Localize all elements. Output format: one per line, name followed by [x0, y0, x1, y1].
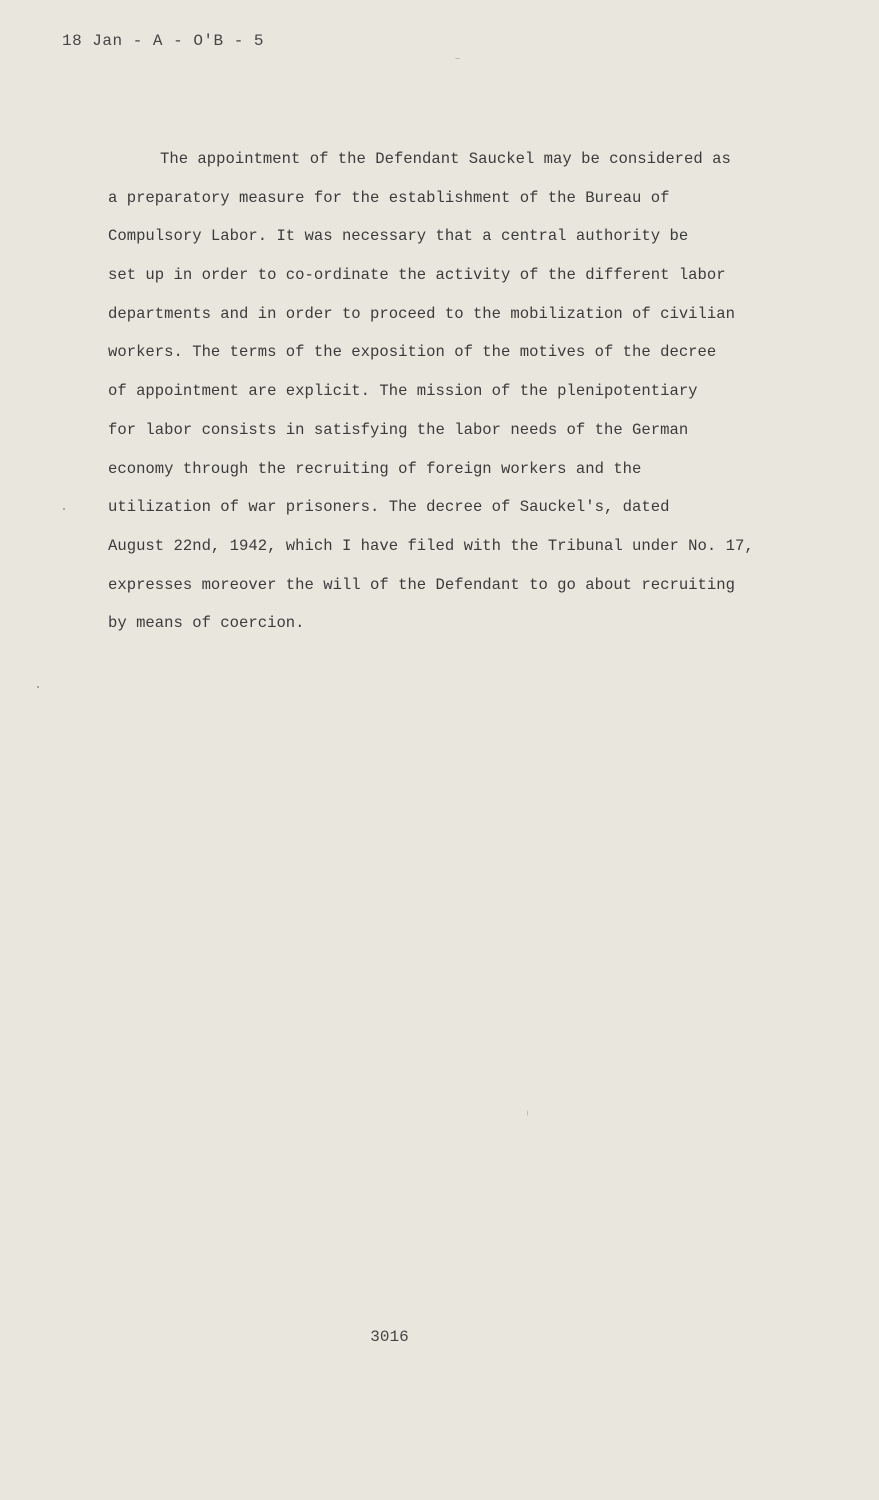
paragraph-line: of appointment are explicit. The mission of the plenipotentiary [108, 382, 698, 401]
page-number: 3016 [370, 1328, 409, 1346]
paragraph-line: set up in order to co-ordinate the activity of the different labor [108, 266, 726, 285]
paragraph-line: expresses moreover the will of the Defendant to go about recruiting [108, 575, 735, 594]
paragraph-line: The appointment of the Defendant Sauckel may be considered as [160, 150, 731, 168]
paragraph-line: Compulsory Labor. It was necessary that a central authority be [108, 227, 689, 246]
paragraph-line: economy through the recruiting of foreign workers and the [108, 459, 642, 478]
body-paragraph [108, 145, 808, 648]
paragraph-line: August 22nd, 1942, which I have filed with the Tribunal under No. 17, [108, 536, 754, 555]
paragraph-line: by means of coercion. [108, 614, 305, 633]
paper-speck [527, 1110, 528, 1116]
paragraph-line: utilization of war prisoners. The decree of Sauckel's, dated [108, 498, 670, 517]
paragraph-line: for labor consists in satisfying the labor needs of the German [108, 420, 689, 439]
paragraph-line: departments and in order to proceed to the mobilization of civilian [108, 304, 735, 323]
paragraph-line: workers. The terms of the exposition of the motives of the decree [108, 343, 717, 362]
paper-speck [63, 508, 65, 510]
paper-speck [37, 686, 39, 688]
paper-speck [455, 58, 460, 59]
document-header-reference: 18 Jan - A - O'B - 5 [62, 32, 265, 50]
paragraph-line: a preparatory measure for the establishment of the Bureau of [108, 188, 670, 207]
